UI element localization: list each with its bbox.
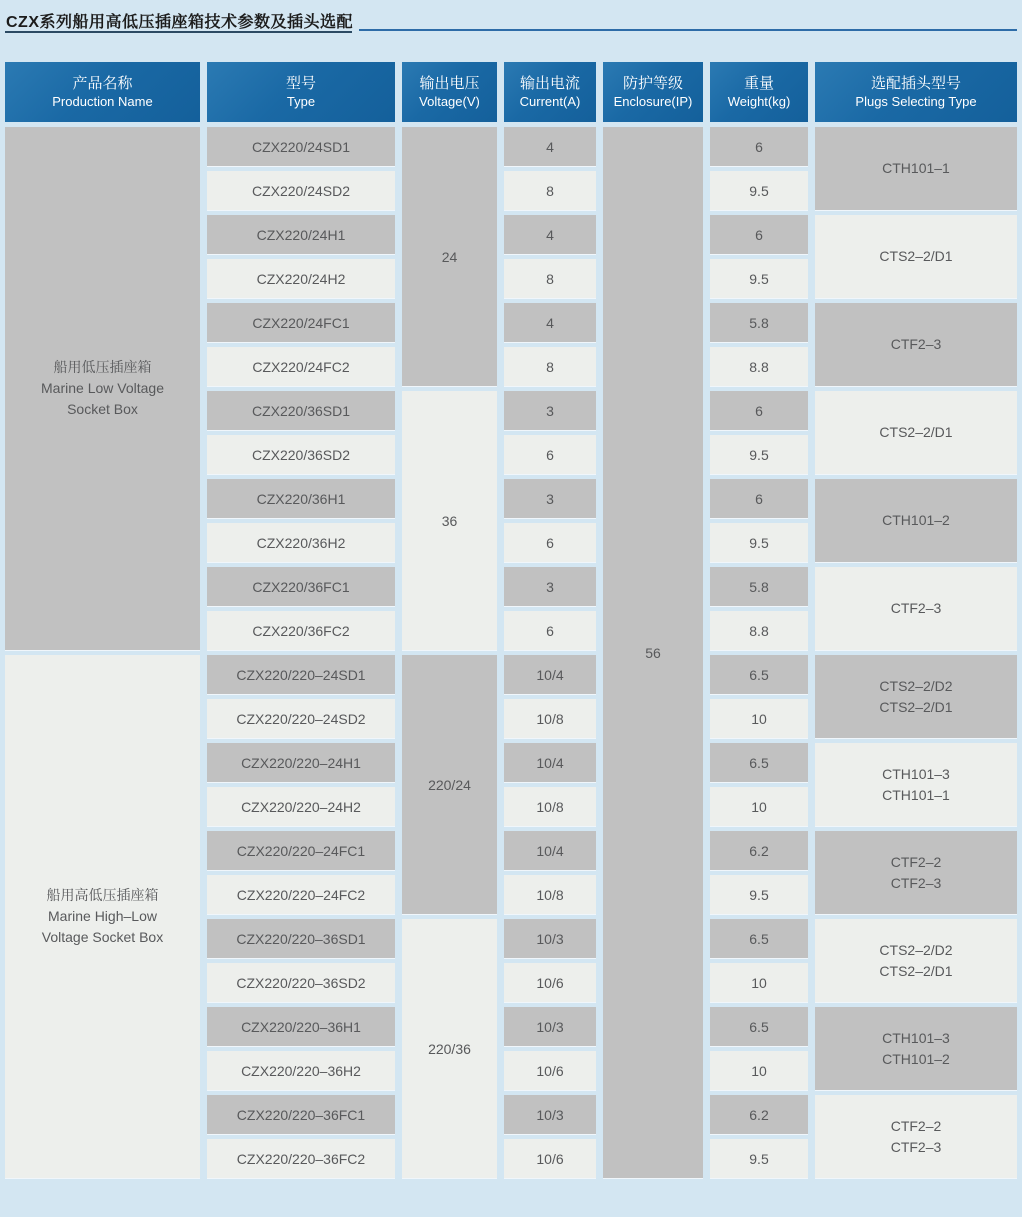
weight-cell: 10: [710, 1051, 808, 1090]
weight-cell: 10: [710, 787, 808, 826]
plug-model: CTH101–2: [882, 512, 950, 528]
plug-model: CTS2–2/D1: [879, 962, 953, 979]
plug-model: CTH101–1: [882, 160, 950, 176]
current-cell: 10/6: [504, 963, 596, 1002]
current-cell: 10/8: [504, 787, 596, 826]
type-cell: CZX220/220–24H1: [207, 743, 395, 782]
current-cell: 8: [504, 171, 596, 210]
page-title: CZX系列船用高低压插座箱技术参数及插头选配: [6, 14, 354, 31]
weight-cell: 10: [710, 963, 808, 1002]
type-cell: CZX220/220–36H2: [207, 1051, 395, 1090]
plug-cell: [815, 919, 1017, 1002]
weight-cell: 6.5: [710, 1007, 808, 1046]
product-name-en: Marine Low Voltage: [41, 380, 164, 396]
current-cell: 10/8: [504, 699, 596, 738]
header-en: Plugs Selecting Type: [855, 94, 977, 109]
plug-cell: [815, 655, 1017, 738]
current-cell: 10/3: [504, 1007, 596, 1046]
weight-cell: 8.8: [710, 347, 808, 386]
weight-cell: 5.8: [710, 303, 808, 342]
current-cell: 3: [504, 391, 596, 430]
weight-cell: 6.2: [710, 831, 808, 870]
plug-model: CTF2–3: [890, 1138, 942, 1155]
title-underline: [5, 31, 352, 33]
type-cell: CZX220/220–36H1: [207, 1007, 395, 1046]
type-cell: CZX220/220–24FC2: [207, 875, 395, 914]
weight-cell: 6.2: [710, 1095, 808, 1134]
current-cell: 4: [504, 303, 596, 342]
header-en: Enclosure(IP): [613, 94, 693, 109]
current-cell: 10/4: [504, 655, 596, 694]
column-header-type: [207, 62, 395, 122]
plug-model: CTF2–2: [890, 1117, 942, 1134]
header-en: Weight(kg): [727, 94, 791, 109]
current-cell: 8: [504, 347, 596, 386]
plug-model: CTS2–2/D2: [879, 677, 953, 694]
type-cell: CZX220/36SD1: [207, 391, 395, 430]
weight-cell: 9.5: [710, 1139, 808, 1178]
column-header-voltage: [402, 62, 497, 122]
current-cell: 10/3: [504, 1095, 596, 1134]
type-cell: CZX220/24H2: [207, 259, 395, 298]
header-en: Current(A): [519, 94, 581, 109]
header-en: Type: [286, 94, 316, 109]
product-name-en: Marine High–Low: [48, 908, 157, 924]
type-cell: CZX220/24SD2: [207, 171, 395, 210]
plug-cell: [815, 743, 1017, 826]
header-en: Production Name: [52, 94, 153, 109]
voltage-cell: 36: [402, 391, 497, 650]
plug-cell: [815, 127, 1017, 210]
weight-cell: 6.5: [710, 655, 808, 694]
plug-cell: [815, 215, 1017, 298]
type-cell: CZX220/220–36FC2: [207, 1139, 395, 1178]
product-cell-low-voltage: [5, 127, 200, 650]
plug-model: CTH101–1: [882, 786, 950, 803]
current-cell: 4: [504, 127, 596, 166]
plug-model: CTF2–3: [890, 600, 942, 616]
header-zh: 防护等级: [622, 75, 683, 92]
spec-table: [0, 57, 1022, 1183]
column-header-weight: [710, 62, 808, 122]
plug-model: CTF2–3: [890, 336, 942, 352]
product-name-en: Voltage Socket Box: [41, 929, 164, 945]
current-cell: 6: [504, 435, 596, 474]
header-en: Voltage(V): [419, 94, 480, 109]
header-zh: 选配插头型号: [870, 75, 961, 92]
weight-cell: 6: [710, 215, 808, 254]
product-name-zh: 船用高低压插座箱: [46, 887, 159, 903]
voltage-cell: 220/24: [402, 655, 497, 914]
type-cell: CZX220/220–24SD2: [207, 699, 395, 738]
current-cell: 3: [504, 479, 596, 518]
weight-cell: 5.8: [710, 567, 808, 606]
type-cell: CZX220/220–24SD1: [207, 655, 395, 694]
type-cell: CZX220/36FC2: [207, 611, 395, 650]
plug-cell: [815, 1095, 1017, 1178]
type-cell: CZX220/220–24H2: [207, 787, 395, 826]
plug-cell: [815, 303, 1017, 386]
plug-model: CTF2–2: [890, 853, 942, 870]
current-cell: 6: [504, 611, 596, 650]
title-rule-extension: [359, 29, 1017, 31]
plug-cell: [815, 479, 1017, 562]
current-cell: 6: [504, 523, 596, 562]
header-zh: 产品名称: [72, 75, 133, 92]
weight-cell: 10: [710, 699, 808, 738]
weight-cell: 6: [710, 479, 808, 518]
plug-model: CTS2–2/D1: [879, 248, 953, 264]
plug-model: CTH101–3: [882, 765, 950, 782]
plug-cell: [815, 391, 1017, 474]
type-cell: CZX220/220–24FC1: [207, 831, 395, 870]
type-cell: CZX220/24H1: [207, 215, 395, 254]
column-header-plugs: [815, 62, 1017, 122]
current-cell: 3: [504, 567, 596, 606]
weight-cell: 8.8: [710, 611, 808, 650]
plug-cell: [815, 567, 1017, 650]
weight-cell: 6: [710, 127, 808, 166]
header-row: [5, 62, 1017, 122]
column-header-enclosure: [603, 62, 703, 122]
type-cell: CZX220/36FC1: [207, 567, 395, 606]
type-cell: CZX220/36H1: [207, 479, 395, 518]
plug-cell: [815, 1007, 1017, 1090]
type-cell: CZX220/220–36SD1: [207, 919, 395, 958]
product-cell-high-low-voltage: [5, 655, 200, 1178]
header-zh: 输出电压: [419, 75, 480, 92]
product-name-en: Socket Box: [67, 401, 138, 417]
weight-cell: 6.5: [710, 919, 808, 958]
plug-cell: [815, 831, 1017, 914]
current-cell: 10/6: [504, 1051, 596, 1090]
product-name-zh: 船用低压插座箱: [53, 359, 152, 375]
type-cell: CZX220/24SD1: [207, 127, 395, 166]
current-cell: 10/3: [504, 919, 596, 958]
plug-model: CTH101–2: [882, 1050, 950, 1067]
weight-cell: 9.5: [710, 259, 808, 298]
table-row: [5, 127, 1017, 166]
weight-cell: 9.5: [710, 875, 808, 914]
weight-cell: 9.5: [710, 171, 808, 210]
plug-model: CTH101–3: [882, 1029, 950, 1046]
voltage-cell: 24: [402, 127, 497, 386]
type-cell: CZX220/36H2: [207, 523, 395, 562]
plug-model: CTS2–2/D1: [879, 698, 953, 715]
plug-model: CTF2–3: [890, 874, 942, 891]
enclosure-cell: 56: [603, 127, 703, 1178]
column-header-product-name: [5, 62, 200, 122]
type-cell: CZX220/220–36SD2: [207, 963, 395, 1002]
table-row: [5, 655, 1017, 694]
weight-cell: 9.5: [710, 523, 808, 562]
weight-cell: 9.5: [710, 435, 808, 474]
type-cell: CZX220/220–36FC1: [207, 1095, 395, 1134]
header-zh: 型号: [285, 75, 316, 92]
header-zh: 输出电流: [519, 75, 580, 92]
current-cell: 8: [504, 259, 596, 298]
current-cell: 10/6: [504, 1139, 596, 1178]
header-zh: 重量: [743, 75, 774, 92]
current-cell: 10/4: [504, 831, 596, 870]
current-cell: 4: [504, 215, 596, 254]
weight-cell: 6: [710, 391, 808, 430]
plug-model: CTS2–2/D2: [879, 941, 953, 958]
type-cell: CZX220/24FC1: [207, 303, 395, 342]
current-cell: 10/8: [504, 875, 596, 914]
column-header-current: [504, 62, 596, 122]
current-cell: 10/4: [504, 743, 596, 782]
weight-cell: 6.5: [710, 743, 808, 782]
type-cell: CZX220/36SD2: [207, 435, 395, 474]
voltage-cell: 220/36: [402, 919, 497, 1178]
plug-model: CTS2–2/D1: [879, 424, 953, 440]
type-cell: CZX220/24FC2: [207, 347, 395, 386]
